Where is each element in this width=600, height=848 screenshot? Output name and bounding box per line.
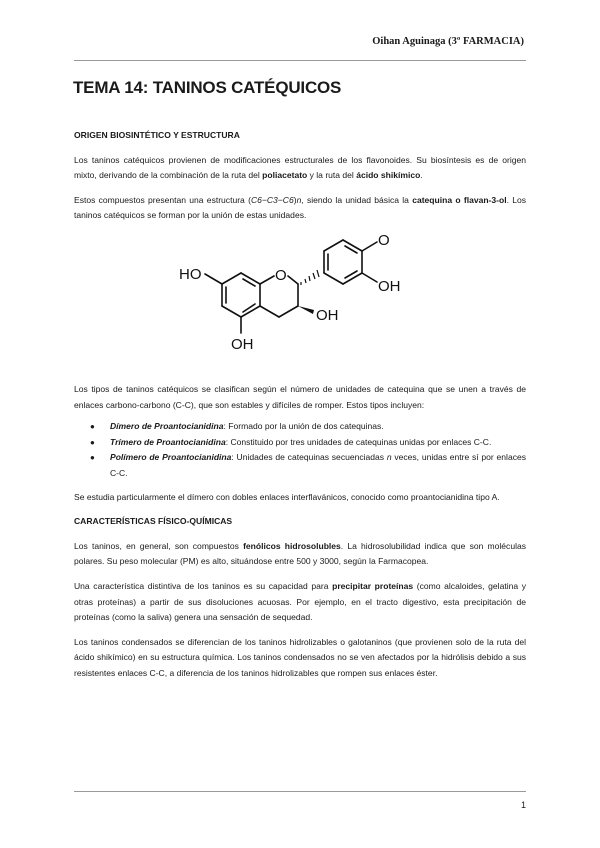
formula-c6c3c6: C6−C3−C6 (250, 194, 294, 205)
paragraph-condensed: Los taninos condensados se diferencian de los taninos hidrolizables o galotaninos (que provienen solo de la ruta del ácido shikímico) en su estructura química. Los taninos condensados no se ven afectados por la hidrólisis debido a sus resistentes enlaces C-C, a diferencia de los taninos hidrolizables que rompen sus enlaces éster. (74, 636, 526, 678)
label-ring-oxygen: O (275, 266, 287, 284)
text-run: Los taninos, en general, son compuestos (74, 540, 244, 551)
label-oh-bottom: OH (231, 335, 254, 353)
term-dimer: Dímero de Proantocianidina (110, 421, 224, 432)
page-number: 1 (520, 800, 526, 810)
paragraph-origin (74, 153, 526, 184)
bold-term-catequina: catequina o flavan-3-ol (412, 194, 507, 205)
text-run: Los taninos catéquicos provienen de modificaciones estructurales de los flavonoides. Su biosíntesis es de origen mixto, derivando de la combinación de la ruta del (74, 154, 526, 181)
text-run: veces, unidas entre sí por enlaces C-C. (110, 452, 526, 478)
page-header-author: Oihan Aguinaga (3º FARMACIA) (372, 36, 524, 47)
list-item-trimer (90, 435, 526, 451)
list-item-polymer (90, 450, 526, 481)
section-heading-origin: ORIGEN BIOSINTÉTICO Y ESTRUCTURA (74, 130, 240, 140)
section-heading-physchem: CARACTERÍSTICAS FÍSICO-QUÍMICAS (74, 516, 233, 527)
bold-term-precipitar: precipitar proteínas (332, 580, 414, 591)
text-run: . Los taninos catéquicos se forman por la unión de estas unidades. (74, 194, 527, 221)
label-oh-c3: OH (316, 306, 339, 324)
footer-divider (74, 791, 526, 792)
paragraph-structure (74, 193, 526, 224)
text-run: : Constituido por tres unidades de catequinas unidas por enlaces C-C. (225, 436, 492, 447)
label-ho-left: HO (179, 265, 202, 283)
bold-term-poliacetato: poliacetato (262, 170, 308, 181)
tannin-types-list (74, 419, 526, 481)
text-run: Estos compuestos presentan una estructura ( (74, 194, 251, 205)
term-polymer: Polímero de Proantocianidina (110, 452, 232, 463)
text-run: . La hidrosolubilidad indica que son moléculas polares. Su peso molecular (PM) es alto, situándose entre 500 y 3000, según la Farmacopea. (74, 540, 527, 567)
bullet-icon: ● (90, 453, 95, 463)
header-divider (74, 60, 526, 61)
label-oh-meta: OH (378, 277, 401, 295)
list-item-dimer (90, 419, 526, 435)
text-run: ) (293, 194, 297, 205)
text-run: . (420, 170, 423, 181)
italic-n: n (386, 452, 392, 463)
paragraph-types-intro: Los tipos de taninos catéquicos se clasifican según el número de unidades de catequina que se unen a través de enlaces carbono-carbono (C-C), que son estables y difíciles de romper. Estos tipos incluyen: (74, 383, 526, 410)
bullet-icon: ● (90, 422, 95, 432)
bold-term-fenolicos: fenólicos hidrosolubles (243, 540, 341, 551)
text-run: (como alcaloides, gelatina y otras proteínas) a partir de sus disoluciones acuosas. Por ejemplo, en el tracto digestivo, esta precipitación de proteínas (como la saliva) genera una sensación de sequedad. (74, 580, 526, 623)
paragraph-dimer-note: Se estudia particularmente el dímero con dobles enlaces interflavánicos, conocido como proantocianidina tipo A. (74, 491, 500, 502)
label-oh-para: O (378, 232, 390, 249)
text-run: Una característica distintiva de los taninos es su capacidad para (74, 580, 333, 591)
term-trimer: Trímero de Proantocianidina (110, 436, 226, 447)
page-title: TEMA 14: TANINOS CATÉQUICOS (73, 78, 342, 97)
bold-term-shikimico: ácido shikímico (356, 170, 421, 181)
document-body (74, 128, 526, 690)
paragraph-phenolic (74, 539, 526, 570)
bullet-icon: ● (90, 437, 95, 447)
text-run: : Formado por la unión de dos catequinas. (223, 421, 384, 432)
catechin-structure-diagram (74, 233, 526, 373)
formula-n: n (296, 194, 302, 205)
text-run: , siendo la unidad básica la (301, 194, 413, 205)
text-run: : Unidades de catequinas secuenciadas (231, 452, 387, 463)
paragraph-proteins (74, 579, 526, 626)
text-run: y la ruta del (307, 170, 357, 181)
